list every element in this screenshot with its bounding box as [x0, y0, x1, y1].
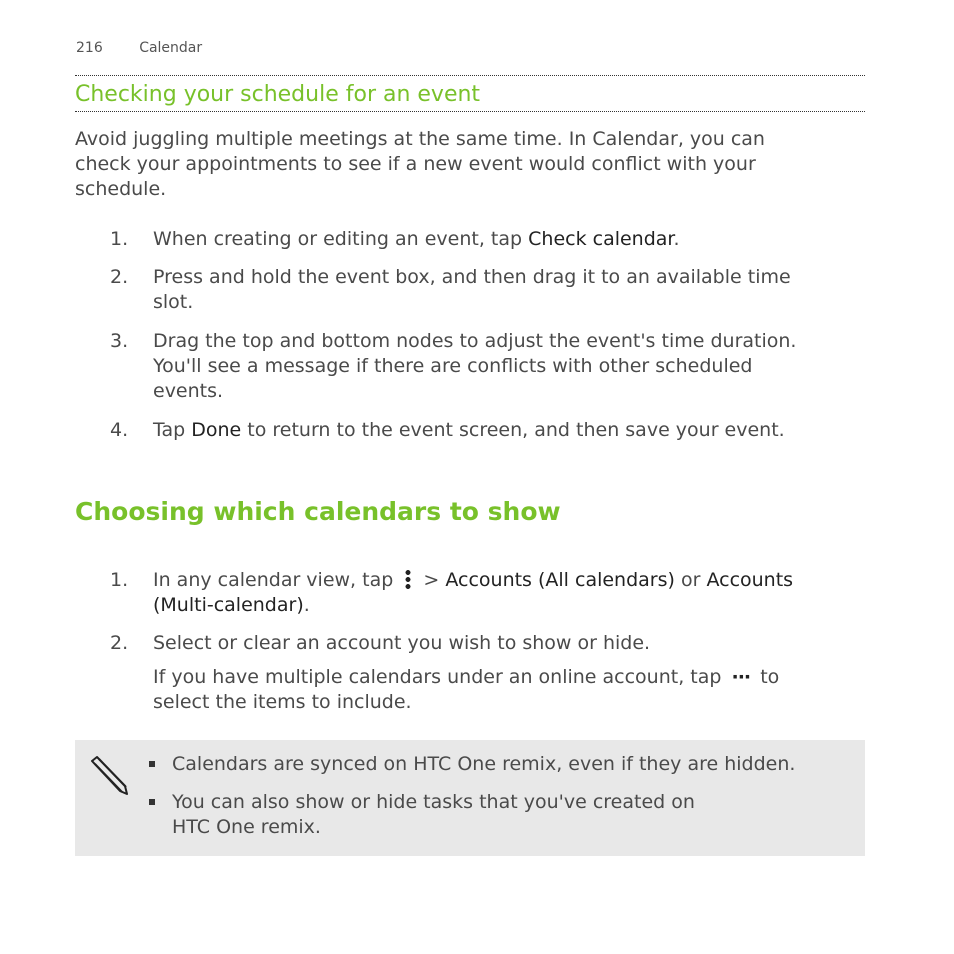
page-header — [76, 40, 202, 56]
step-text: When creating or editing an event, tap — [153, 228, 529, 250]
step-number: 1. — [110, 569, 129, 591]
note-box — [75, 740, 865, 856]
step-item — [0, 418, 785, 443]
top-dotted-rule — [75, 75, 865, 76]
step-text: . — [673, 228, 680, 250]
step-text: Drag the top and bottom nodes to adjust the event's time duration. — [153, 330, 797, 352]
section2-title: Choosing which calendars to show — [75, 497, 561, 526]
step-text: Press and hold the event box, and then drag it to an available time — [153, 266, 791, 288]
step-text: to — [754, 666, 780, 688]
step-item — [0, 265, 791, 315]
section1-intro — [75, 127, 865, 202]
note-list — [75, 752, 865, 853]
step-text: to return to the event screen, and then save your event. — [241, 419, 785, 441]
intro-line: check your appointments to see if a new event would conflict with your — [75, 153, 756, 175]
bottom-dotted-rule — [75, 111, 865, 112]
step-item — [0, 227, 680, 252]
bullet-icon — [149, 799, 155, 805]
more-icon: ··· — [731, 666, 751, 688]
bullet-icon — [149, 761, 155, 767]
note-text: Calendars are synced on HTC One remix, even if they are hidden. — [172, 753, 796, 775]
page-number: 216 — [76, 40, 103, 56]
note-text: You can also show or hide tasks that you've created on — [172, 791, 695, 813]
intro-line: schedule. — [75, 178, 167, 200]
section-name: Calendar — [139, 40, 203, 56]
step-text: select the items to include. — [153, 691, 412, 713]
step-item — [0, 568, 793, 618]
section1-title: Checking your schedule for an event — [75, 82, 481, 107]
check-calendar-label: Check calendar — [528, 228, 674, 250]
intro-line: Avoid juggling multiple meetings at the same time. In Calendar, you can — [75, 128, 765, 150]
step-item — [0, 329, 796, 404]
menu-icon — [405, 569, 411, 589]
step-number: 4. — [110, 419, 129, 441]
accounts-all-label: Accounts (All calendars) — [445, 569, 675, 591]
step-number: 1. — [110, 228, 129, 250]
done-label: Done — [191, 419, 242, 441]
step-number: 3. — [110, 330, 129, 352]
step-text: . — [303, 594, 310, 616]
accounts-multi-label: Accounts — [706, 569, 794, 591]
step-text: or — [674, 569, 707, 591]
note-item — [75, 790, 865, 840]
accounts-multi-label-cont: (Multi-calendar) — [153, 594, 304, 616]
step-text: slot. — [153, 291, 194, 313]
note-text: HTC One remix. — [172, 816, 321, 838]
step-text: > — [417, 569, 446, 591]
step-text: events. — [153, 380, 224, 402]
step-text: Select or clear an account you wish to show or hide. — [153, 632, 651, 654]
step-text: If you have multiple calendars under an online account, tap — [153, 666, 728, 688]
step-number: 2. — [110, 266, 129, 288]
step-item — [0, 631, 779, 715]
step-number: 2. — [110, 632, 129, 654]
step-text: You'll see a message if there are conflicts with other scheduled — [153, 355, 753, 377]
step-text: Tap — [153, 419, 192, 441]
note-item — [75, 752, 865, 777]
step-subtext — [153, 665, 779, 715]
step-text: In any calendar view, tap — [153, 569, 400, 591]
